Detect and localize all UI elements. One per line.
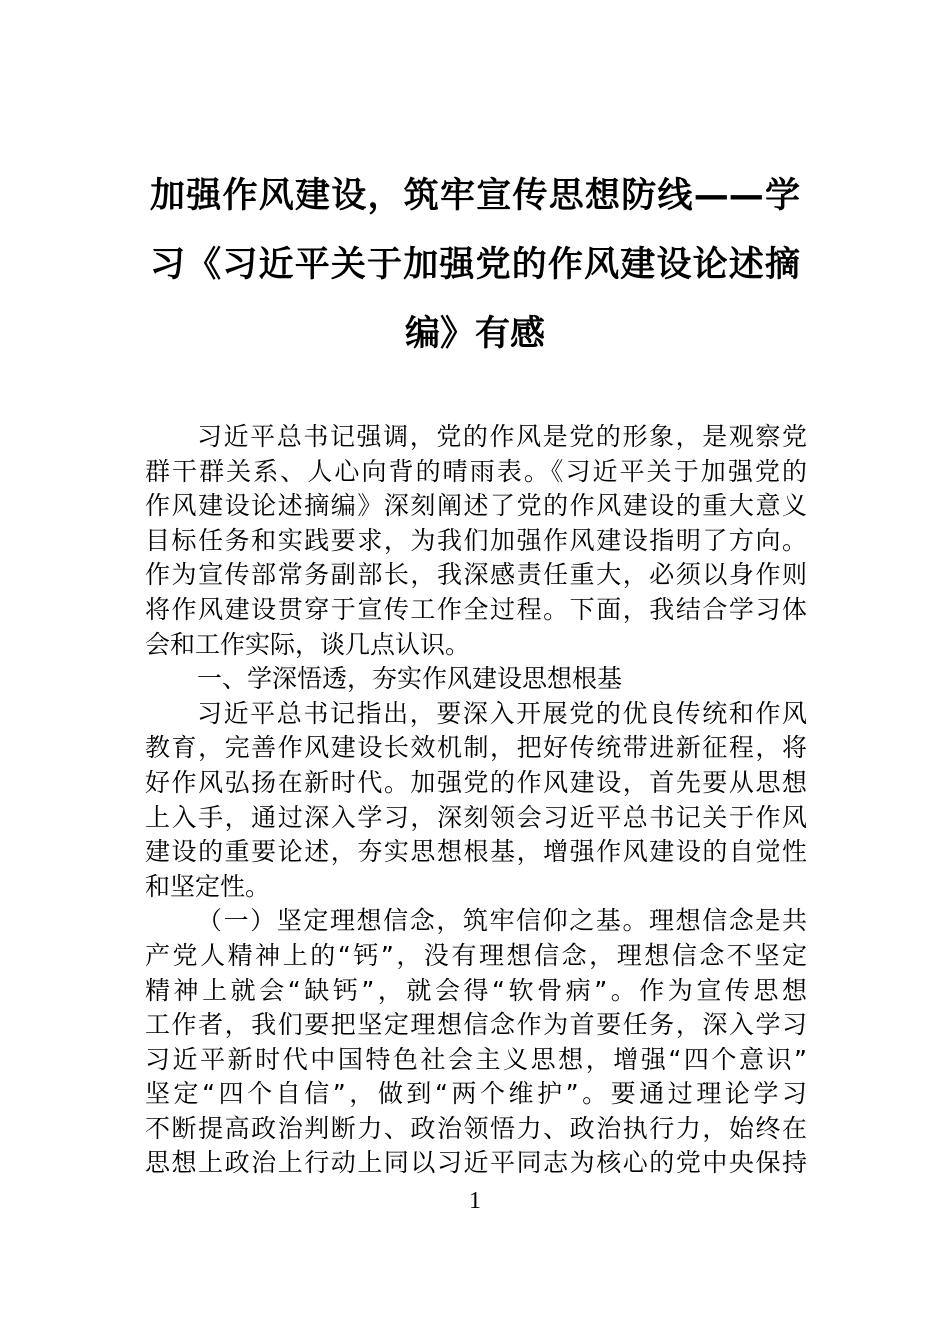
text-line: 作为宣传部常务副部长，我深感责任重大，必须以身作则	[145, 560, 807, 590]
text-line: 不断提高政治判断力、政治领悟力、政治执行力，始终在	[145, 1113, 807, 1143]
text-line: 产党人精神上的“钙”，没有理想信念，理想信念不坚定	[145, 940, 807, 970]
title-line: 编》有感	[404, 314, 545, 354]
text-line: （一）坚定理想信念，筑牢信仰之基。理想信念是共	[197, 906, 807, 936]
document-title	[150, 162, 800, 369]
paragraph	[145, 904, 807, 1181]
paragraph	[145, 697, 807, 905]
document-body	[145, 420, 807, 1181]
section-heading	[145, 662, 807, 697]
text-line: 会和工作实际，谈几点认识。	[145, 629, 471, 659]
title-line: 习《习近平关于加强党的作风建设论述摘	[150, 245, 800, 285]
page-number: 1	[469, 1188, 481, 1214]
text-line: 习近平总书记强调，党的作风是党的形象，是观察党	[197, 422, 807, 451]
text-line: 作风建设论述摘编》深刻阐述了党的作风建设的重大意义	[145, 491, 807, 521]
text-line: 上入手，通过深入学习，深刻领会习近平总书记关于作风	[145, 802, 807, 832]
text-line: 一、学深悟透，夯实作风建设思想根基	[197, 664, 623, 694]
text-line: 将作风建设贯穿于宣传工作全过程。下面，我结合学习体	[145, 594, 807, 624]
text-line: 思想上政治上行动上同以习近平同志为核心的党中央保持	[145, 1148, 807, 1178]
text-line: 精神上就会“缺钙”，就会得“软骨病”。作为宣传思想	[145, 975, 807, 1005]
text-line: 建设的重要论述，夯实思想根基，增强作风建设的自觉性	[145, 837, 807, 867]
text-line: 好作风弘扬在新时代。加强党的作风建设，首先要从思想	[145, 767, 807, 797]
text-line: 坚定“四个自信”，做到“两个维护”。要通过理论学习	[145, 1079, 807, 1109]
paragraph-intro	[145, 420, 807, 662]
text-line: 工作者，我们要把坚定理想信念作为首要任务，深入学习	[145, 1010, 807, 1040]
title-line: 加强作风建设，筑牢宣传思想防线——学	[150, 176, 800, 216]
text-line: 教育，完善作风建设长效机制，把好传统带进新征程，将	[145, 733, 807, 763]
text-line: 和坚定性。	[145, 871, 271, 901]
text-line: 目标任务和实践要求，为我们加强作风建设指明了方向。	[145, 525, 807, 555]
text-line: 习近平总书记指出，要深入开展党的优良传统和作风	[197, 698, 807, 728]
text-line: 群干群关系、人心向背的晴雨表。《习近平关于加强党的	[145, 456, 807, 486]
text-line: 习近平新时代中国特色社会主义思想，增强“四个意识”	[145, 1044, 807, 1074]
